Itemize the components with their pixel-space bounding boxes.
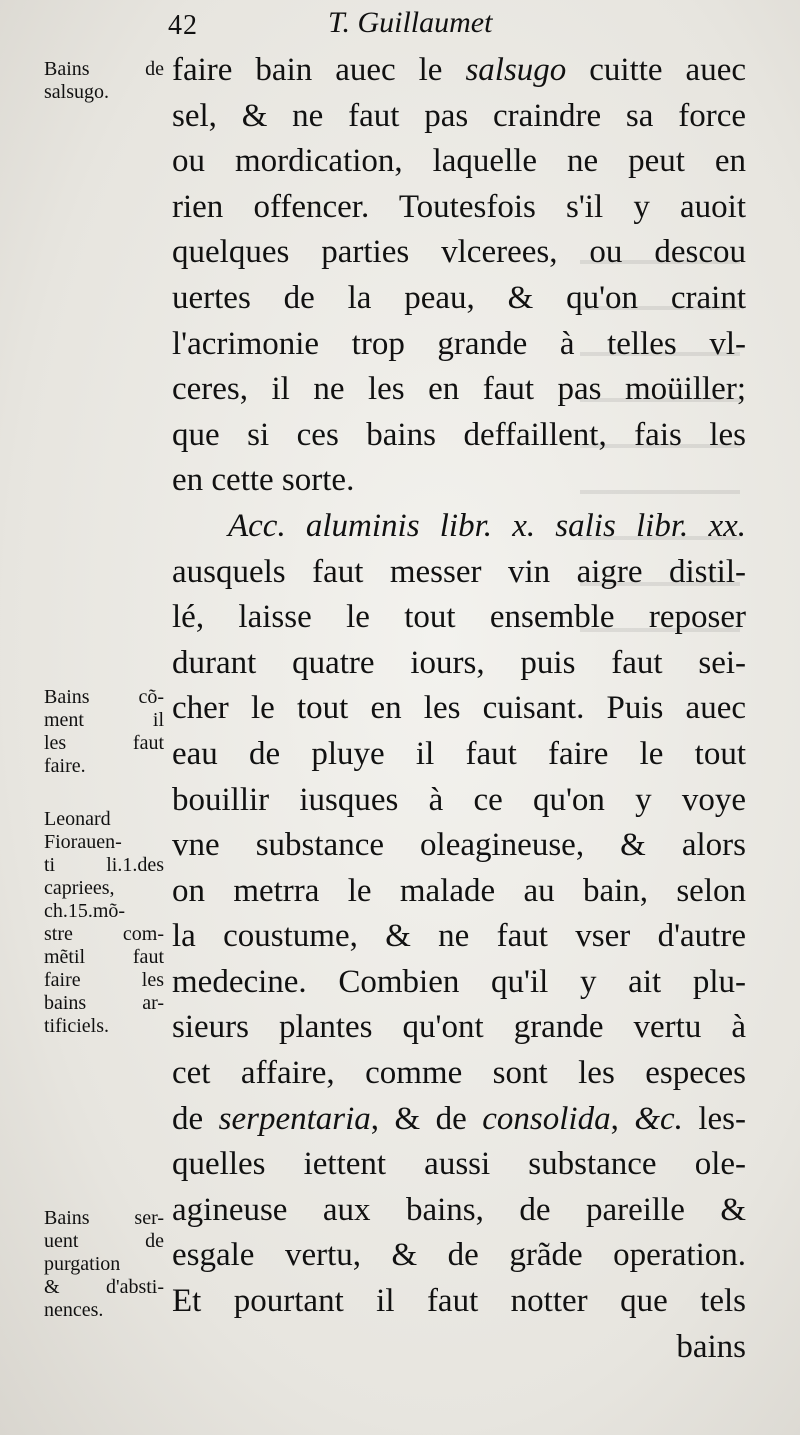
text-line: quelques parties vlcerees, ou descou [172, 234, 746, 271]
text-line: la coustume, & ne faut vser d'autre [172, 918, 746, 955]
margin-note-line: & d'absti- [44, 1276, 164, 1298]
text-line: que si ces bains deffaillent, fais les [172, 416, 746, 453]
text-line: ou mordication, laquelle ne peut en [172, 143, 746, 180]
margin-note-line: les faut [44, 732, 164, 754]
text-line: bains [676, 1328, 746, 1365]
margin-note-bains-de-salsugo [44, 58, 164, 104]
text-line: uertes de la peau, & qu'on craint [172, 279, 746, 316]
margin-note-line: stre com- [44, 923, 164, 945]
running-title: T. Guillaumet [328, 6, 493, 39]
margin-note-line: Bains ser- [44, 1207, 164, 1229]
text-line: l'acrimonie trop grande à telles vl- [172, 325, 746, 362]
text-line: quelles iettent aussi substance ole- [172, 1146, 746, 1183]
text-line: faire bain auec le salsugo cuitte auec [172, 52, 746, 88]
text-line: vne substance oleagineuse, & alors [172, 827, 746, 864]
text-line: cher le tout en les cuisant. Puis auec [172, 690, 746, 727]
text-line: sieurs plantes qu'ont grande vertu à [172, 1009, 746, 1046]
margin-note-line: ment il [44, 709, 164, 731]
text-line: en cette sorte. [172, 462, 355, 499]
text-line: Acc. aluminis libr. x. salis libr. xx. [228, 507, 746, 544]
margin-note-line: Leonard [44, 808, 111, 830]
body-text [172, 48, 746, 1370]
margin-note-line: ti li.1.des [44, 854, 164, 876]
margin-note-line: nences. [44, 1299, 104, 1321]
text-line: on metrra le malade au bain, selon [172, 872, 746, 909]
text-line: agineuse aux bains, de pareille & [172, 1191, 746, 1228]
text-line: lé, laisse le tout ensemble reposer [172, 599, 746, 636]
text-line: ceres, il ne les en faut pas moüiller; [172, 371, 746, 408]
text-line: rien offencer. Toutesfois s'il y auoit [172, 188, 746, 225]
margin-note-leonard-fioraventi [44, 808, 164, 1038]
margin-note-line: purgation [44, 1253, 121, 1275]
margin-note-line: bains ar- [44, 992, 164, 1014]
text-line: ausquels faut messer vin aigre distil- [172, 553, 746, 590]
margin-note-line: ch.15.mõ- [44, 900, 126, 922]
margin-note-line: faire les [44, 969, 164, 991]
margin-note-bains-servent [44, 1207, 164, 1322]
text-line: durant quatre iours, puis faut sei- [172, 644, 746, 681]
margin-note-line: faire. [44, 755, 86, 777]
text-line: bouillir iusques à ce qu'on y voye [172, 781, 746, 818]
running-head [168, 6, 768, 46]
margin-note-bains-comment [44, 686, 164, 778]
margin-notes [0, 0, 168, 1435]
margin-note-line: mẽtil faut [44, 946, 164, 968]
margin-note-line: capriees, [44, 877, 115, 899]
text-line: esgale vertu, & de grãde operation. [172, 1237, 746, 1274]
margin-note-line: Bains de [44, 58, 164, 80]
page-number: 42 [168, 10, 198, 41]
text-line: Et pourtant il faut notter que tels [172, 1283, 746, 1320]
text-line: de serpentaria, & de consolida, &c. les- [172, 1100, 746, 1137]
text-line: medecine. Combien qu'il y ait plu- [172, 963, 746, 1000]
text-line: eau de pluye il faut faire le tout [172, 735, 746, 772]
margin-note-line: uent de [44, 1230, 164, 1252]
margin-note-line: Fiorauen- [44, 831, 122, 853]
margin-note-line: tificiels. [44, 1015, 109, 1037]
text-line: cet affaire, comme sont les especes [172, 1055, 746, 1092]
margin-note-line: salsugo. [44, 81, 109, 103]
margin-note-line: Bains cõ- [44, 686, 164, 708]
text-line: sel, & ne faut pas craindre sa force [172, 97, 746, 134]
